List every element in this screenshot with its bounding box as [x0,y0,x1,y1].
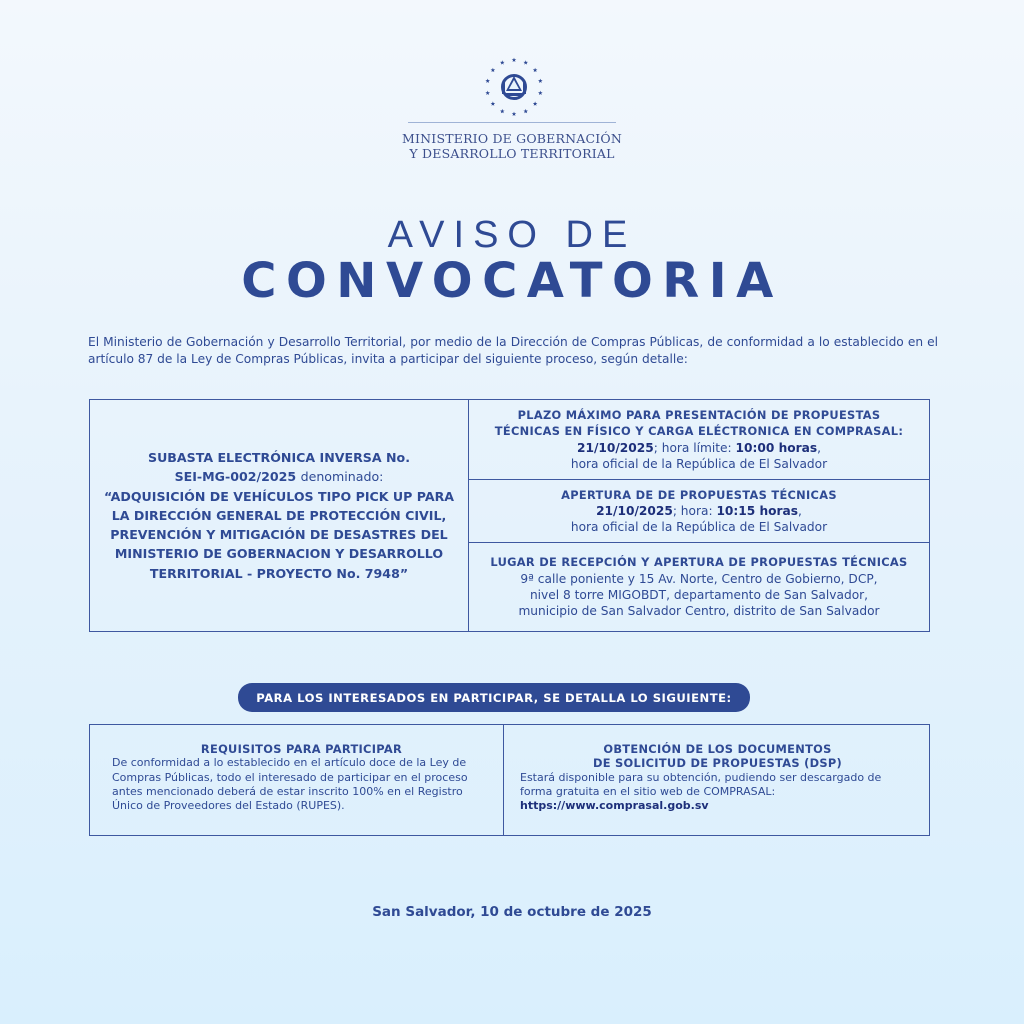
deadline-heading-2: TÉCNICAS EN FÍSICO Y CARGA ELÉCTRONICA EN COMPRASAL: [494,424,904,439]
comprasal-link[interactable]: https://www.comprasal.gob.sv [520,799,709,813]
requirements-cell [90,725,504,835]
ministry-line-2: Y DESARROLLO TERRITORIAL [409,146,615,161]
opening-cell [469,480,929,543]
location-heading: LUGAR DE RECEPCIÓN Y APERTURA DE PROPUESTAS TÉCNICAS [490,555,908,570]
star-icon [512,58,517,62]
star-icon [500,60,505,64]
star-icon [491,101,496,105]
logo-divider [408,122,616,123]
star-icon [533,68,538,72]
title-line-2: CONVOCATORIA [241,253,783,309]
documents-heading-1: OBTENCIÓN DE LOS DOCUMENTOS [603,742,832,756]
requirements-heading: REQUISITOS PARA PARTICIPAR [200,742,403,756]
star-icon [491,68,496,72]
participants-banner: PARA LOS INTERESADOS EN PARTICIPAR, SE DETALLA LO SIGUIENTE: [238,683,750,712]
opening-heading: APERTURA DE DE PROPUESTAS TÉCNICAS [561,487,837,502]
opening-time-label: ; hora: [672,503,717,518]
star-icon [523,60,528,64]
opening-comma: , [798,503,802,518]
opening-time: 10:15 horas [716,503,799,518]
participation-details-table [89,724,930,836]
star-icon [485,79,490,83]
process-name: “ADQUISICIÓN DE VEHÍCULOS TIPO PICK UP PARA LA DIRECCIÓN GENERAL DE PROTECCIÓN CIVIL, PREVENCIÓN Y MITIGACIÓN DE DESASTRES DEL MINISTERIO DE GOBERNACION Y DESARROLLO TERRITORIAL - PROYECTO No. 7948” [104,488,455,581]
location-line-2: nivel 8 torre MIGOBDT, departamento de San Salvador, [529,588,869,602]
documents-heading-2: DE SOLICITUD DE PROPUESTAS (DSP) [592,756,843,771]
documents-body: Estará disponible para su obtención, pudiendo ser descargado de forma gratuita en el sitio web de COMPRASAL: [520,770,882,798]
location-cell [469,543,929,631]
deadline-time-label: ; hora límite: [653,440,736,455]
location-line-1: 9ª calle poniente y 15 Av. Norte, Centro de Gobierno, DCP, [520,571,878,586]
requirements-body: De conformidad a lo establecido en el artículo doce de la Ley de Compras Públicas, todo el interesado de participar en el proceso antes mencionado deberá de estar inscrito 100% en el Registro Único de Proveedores del Estado (RUPES). [112,756,468,813]
process-details-table [89,399,930,632]
process-code: SEI-MG-002/2025 [174,469,297,485]
opening-date: 21/10/2025 [596,503,673,518]
documents-cell [504,725,929,835]
opening-official-time: hora oficial de la República de El Salvador [570,520,828,535]
deadline-time: 10:00 horas [735,440,818,455]
deadline-heading-1: PLAZO MÁXIMO PARA PRESENTACIÓN DE PROPUESTAS [517,407,881,422]
title-line-1: AVISO DE [387,214,637,256]
process-type: SUBASTA ELECTRÓNICA INVERSA No. [148,449,410,465]
ministry-name [330,131,694,161]
deadline-official-time: hora oficial de la República de El Salvador [570,456,828,471]
deadline-comma: , [817,440,821,455]
deadline-cell [469,400,929,480]
star-icon [485,91,490,95]
star-icon [500,109,505,113]
star-icon [538,79,543,83]
coat-of-arms-icon [482,54,546,118]
place-and-date: San Salvador, 10 de octubre de 2025 [372,904,652,920]
star-icon [538,91,543,95]
star-icon [523,109,528,113]
star-icon [533,101,538,105]
star-icon [512,112,517,116]
process-cell [90,400,469,631]
process-denominado: denominado: [300,469,384,485]
location-line-3: municipio de San Salvador Centro, distrito de San Salvador [518,604,880,619]
intro-paragraph: El Ministerio de Gobernación y Desarrollo Territorial, por medio de la Dirección de Compras Públicas, de conformidad a lo establecido en el artículo 87 de la Ley de Compras Públicas, invita a participar del siguiente proceso, según detalle: [88,335,938,366]
ministry-line-1: MINISTERIO DE GOBERNACIÓN [402,131,622,146]
deadline-date: 21/10/2025 [576,440,654,455]
